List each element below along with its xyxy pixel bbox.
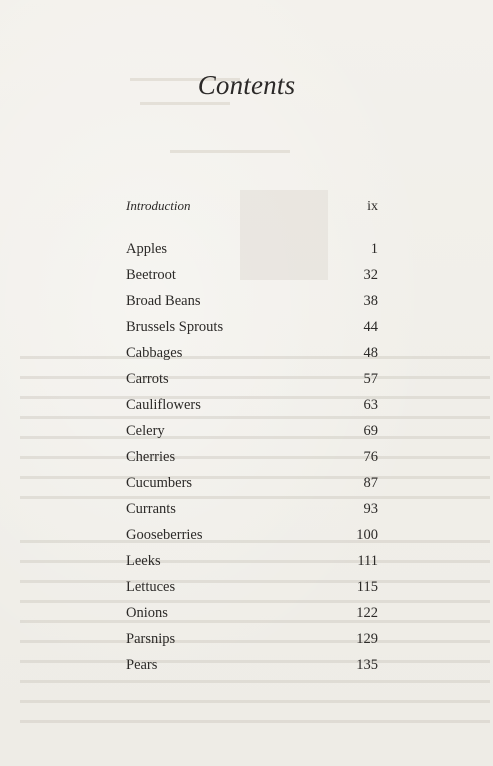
toc-entry-label: Cabbages: [126, 345, 183, 361]
toc-entry-page: 93: [363, 501, 378, 517]
toc-entry-page: 129: [356, 631, 378, 647]
toc-entry-cauliflowers[interactable]: [126, 397, 378, 419]
toc-entry-brussels-sprouts[interactable]: [126, 319, 378, 341]
toc-entry-page: 1: [370, 241, 378, 257]
toc-entry-label: Lettuces: [126, 579, 176, 595]
toc-entry-carrots[interactable]: [126, 371, 378, 393]
toc-entry-gooseberries[interactable]: [126, 527, 378, 549]
toc-entry-page: ix: [367, 199, 378, 214]
toc-entry-pears[interactable]: [126, 657, 378, 679]
toc-entry-label: Leeks: [126, 553, 161, 569]
toc-entry-cabbages[interactable]: [126, 345, 378, 367]
toc-entry-label: Gooseberries: [126, 527, 203, 543]
toc-entry-page: 38: [363, 293, 378, 309]
toc-entry-introduction[interactable]: [126, 198, 378, 220]
toc-entry-page: 87: [363, 475, 378, 491]
toc-entry-page: 63: [363, 397, 378, 413]
toc-entry-page: 57: [363, 371, 378, 387]
bleed-through-line: [170, 150, 290, 153]
toc-entry-currants[interactable]: [126, 501, 378, 523]
toc-entry-label: Cucumbers: [126, 475, 193, 491]
bleed-through-line: [20, 700, 490, 703]
toc-entry-page: 76: [363, 449, 378, 465]
toc-entry-leeks[interactable]: [126, 553, 378, 575]
toc-entry-label: Beetroot: [126, 267, 176, 283]
toc-entry-broad-beans[interactable]: [126, 293, 378, 315]
toc-entry-cucumbers[interactable]: [126, 475, 378, 497]
toc-entry-parsnips[interactable]: [126, 631, 378, 653]
toc-entry-label: Cherries: [126, 449, 176, 465]
toc-entry-page: 122: [356, 605, 378, 621]
toc-entry-onions[interactable]: [126, 605, 378, 627]
page-title: Contents: [197, 70, 296, 100]
toc-entry-label: Parsnips: [126, 631, 176, 647]
toc-entry-page: 115: [356, 579, 378, 595]
toc-entry-label: Currants: [126, 501, 176, 517]
toc-entry-label: Introduction: [126, 198, 191, 213]
toc-entry-page: 111: [357, 553, 378, 569]
toc-entry-label: Pears: [126, 657, 158, 673]
toc-entry-page: 69: [363, 423, 378, 439]
toc-entry-celery[interactable]: [126, 423, 378, 445]
toc-entry-page: 100: [356, 527, 378, 543]
bleed-through-line: [20, 680, 490, 683]
toc-entry-label: Broad Beans: [126, 293, 201, 309]
toc-entry-label: Apples: [126, 241, 168, 257]
toc-entry-page: 135: [356, 657, 378, 673]
toc-entry-label: Cauliflowers: [126, 397, 201, 413]
toc-entry-page: 48: [363, 345, 378, 361]
toc-entry-page: 44: [363, 319, 378, 335]
toc-entry-apples[interactable]: [126, 241, 378, 263]
toc-entry-beetroot[interactable]: [126, 267, 378, 289]
bleed-through-line: [140, 102, 230, 105]
toc-entry-label: Celery: [126, 423, 165, 439]
bleed-through-line: [20, 720, 490, 723]
toc-entry-label: Brussels Sprouts: [126, 319, 224, 335]
toc-entry-lettuces[interactable]: [126, 579, 378, 601]
toc-entry-cherries[interactable]: [126, 449, 378, 471]
toc-entry-label: Onions: [126, 605, 168, 621]
toc-entry-page: 32: [363, 267, 378, 283]
toc-entry-label: Carrots: [126, 371, 169, 387]
